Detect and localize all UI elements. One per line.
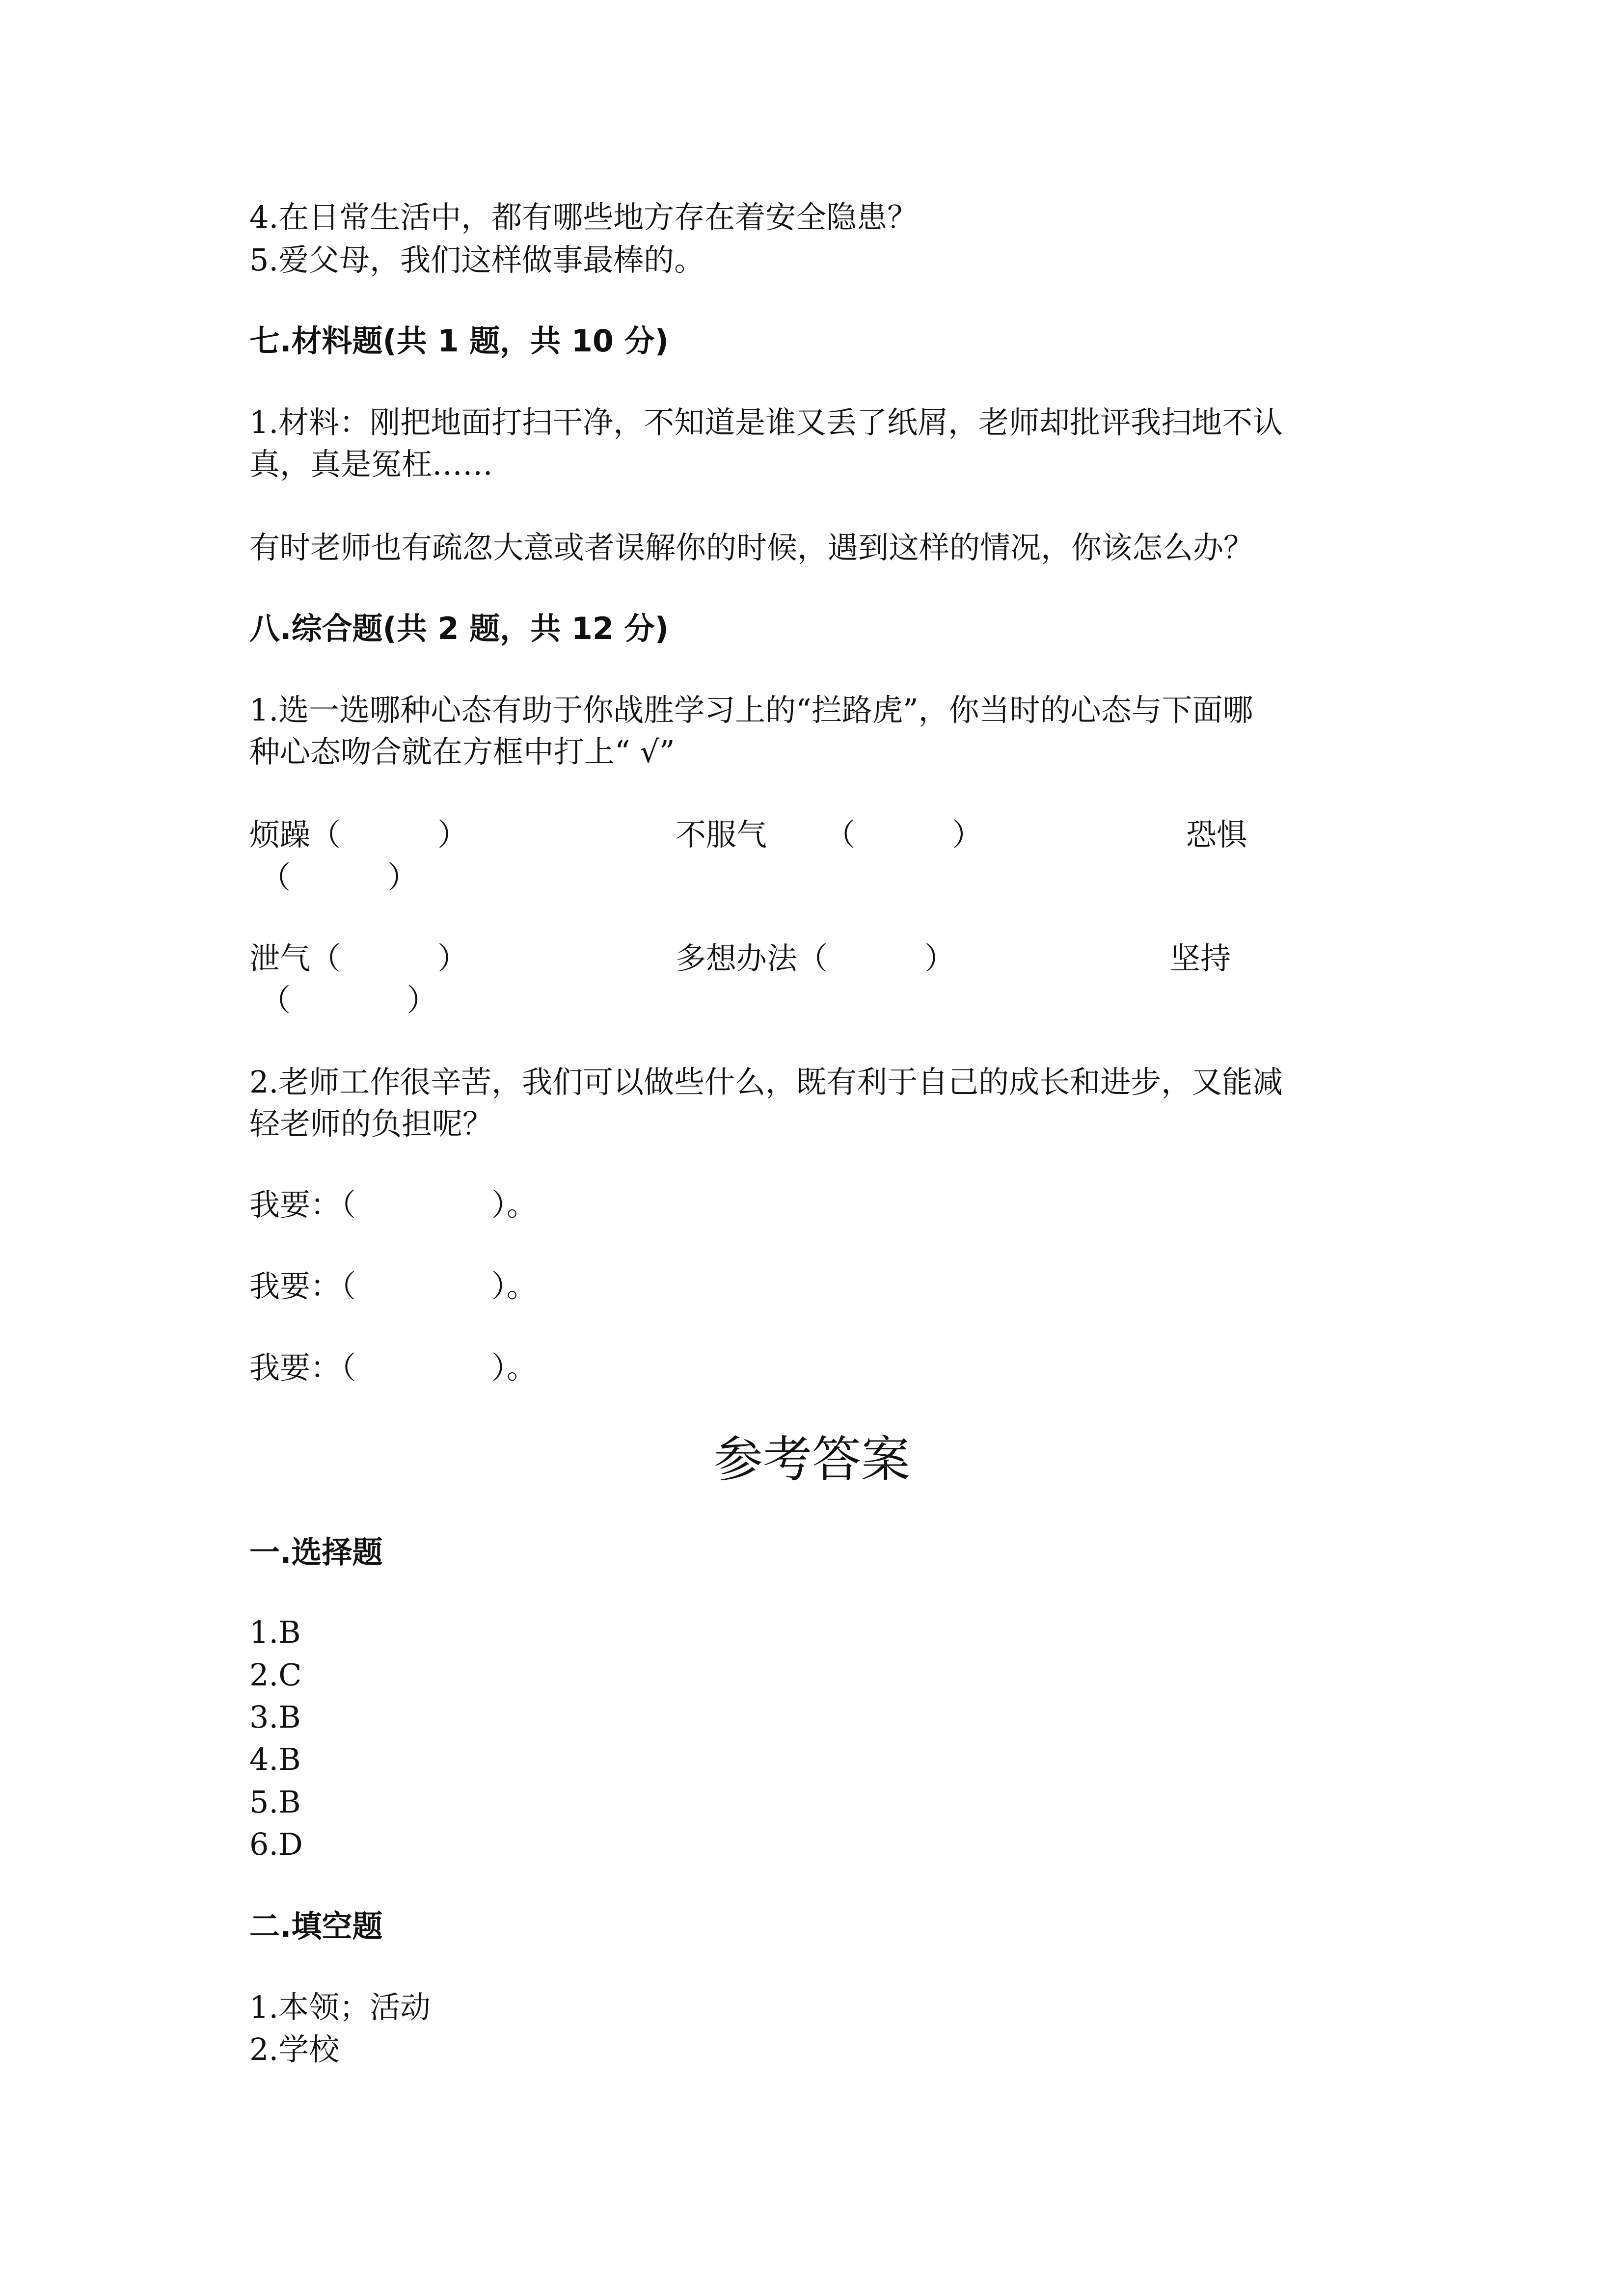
section-7-q1-line2: 真，真是冤枉…… [249, 446, 493, 482]
answer-item: 2.学校 [249, 2031, 340, 2067]
answer-blank-1[interactable]: 我要：（ ）。 [249, 1187, 537, 1223]
question-5: 5.爱父母，我们这样做事最棒的。 [249, 242, 705, 278]
answer-item: 1.B [249, 1614, 301, 1650]
mood-option-persist[interactable]: 坚持 [1170, 940, 1231, 976]
mood-option-fear-box[interactable]: （ ） [260, 859, 418, 895]
mood-option-irritable[interactable]: 烦躁（ ） [249, 817, 468, 853]
section-7-q1-prompt: 有时老师也有疏忽大意或者误解你的时候，遇到这样的情况，你该怎么办？ [249, 530, 1254, 565]
mood-option-defiant[interactable]: 不服气 （ ） [676, 817, 983, 853]
question-4: 4.在日常生活中，都有哪些地方存在着安全隐患？ [249, 199, 918, 235]
answer-item: 5.B [249, 1784, 301, 1820]
mood-option-fear[interactable]: 恐惧 [1186, 817, 1247, 853]
section-7-heading: 七.材料题(共 1 题，共 10 分) [249, 323, 669, 359]
section-8-q2-line1: 2.老师工作很辛苦，我们可以做些什么，既有利于自己的成长和进步，又能减 [249, 1064, 1283, 1100]
answer-key-title: 参考答案 [714, 1431, 910, 1488]
answer-item: 1.本领；活动 [249, 1989, 431, 2025]
answer-blank-3[interactable]: 我要：（ ）。 [249, 1350, 537, 1386]
section-8-q1-line2: 种心态吻合就在方框中打上“ √” [249, 734, 675, 770]
mood-option-persist-box[interactable]: （ ） [260, 982, 437, 1018]
answer-item: 3.B [249, 1699, 301, 1735]
section-8-q2-line2: 轻老师的负担呢？ [249, 1106, 493, 1142]
answer-key-section-2-heading: 二.填空题 [249, 1908, 383, 1944]
answer-item: 4.B [249, 1741, 301, 1777]
section-7-q1-line1: 1.材料：刚把地面打扫干净，不知道是谁又丢了纸屑，老师却批评我扫地不认 [249, 404, 1283, 440]
answer-key-section-1-heading: 一.选择题 [249, 1534, 383, 1570]
answer-blank-2[interactable]: 我要：（ ）。 [249, 1268, 537, 1304]
section-8-q1-line1: 1.选一选哪种心态有助于你战胜学习上的“拦路虎”，你当时的心态与下面哪 [249, 692, 1253, 728]
mood-option-think-more[interactable]: 多想办法（ ） [676, 940, 955, 976]
section-8-heading: 八.综合题(共 2 题，共 12 分) [249, 611, 669, 646]
answer-item: 6.D [249, 1826, 303, 1862]
answer-item: 2.C [249, 1657, 302, 1693]
mood-option-discouraged[interactable]: 泄气（ ） [249, 940, 468, 976]
